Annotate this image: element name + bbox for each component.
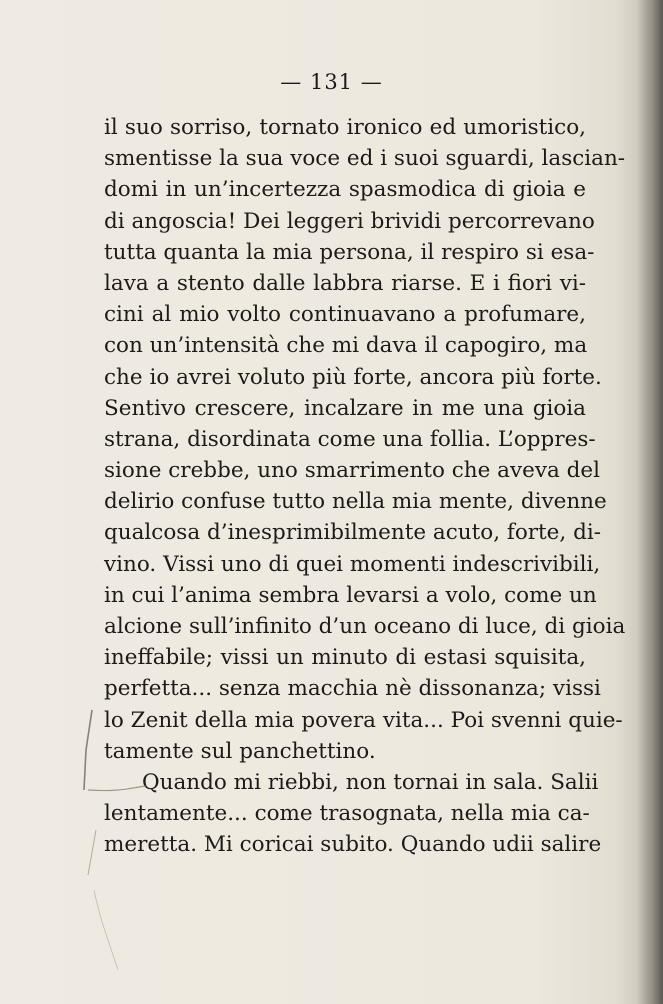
text-line: lentamente... come trasognata, nella mia ca- <box>104 801 590 827</box>
text-line: ineffabile; vissi un minuto di estasi squisita, <box>104 645 586 671</box>
text-line: tutta quanta la mia persona, il respiro si esa- <box>104 239 595 265</box>
pencil-margin-marks <box>60 690 180 990</box>
text-line: qualcosa d’inesprimibilmente acuto, forte, di- <box>104 520 601 546</box>
text-line: di angoscia! Dei leggeri brividi percorrevano <box>104 208 595 234</box>
text-line: strana, disordinata come una follia. L’oppres- <box>104 426 596 452</box>
text-line: vino. Vissi uno di quei momenti indescrivibili, <box>104 551 601 577</box>
text-line: con un’intensità che mi dava il capogiro, ma <box>104 333 588 359</box>
text-line: che io avrei voluto più forte, ancora più forte. <box>104 364 602 390</box>
text-line: delirio confuse tutto nella mia mente, divenne <box>104 489 607 515</box>
text-line: lava a stento dalle labbra riarse. E i fiori vi- <box>104 270 586 296</box>
text-line: alcione sull’infinito d’un oceano di luce, di gioia <box>104 614 626 639</box>
text-line: domi in un’incertezza spasmodica di gioia e <box>104 177 586 203</box>
paragraph-start-line: Quando mi riebbi, non tornai in sala. Salii <box>142 769 599 795</box>
text-line: il suo sorriso, tornato ironico ed umoristico, <box>104 115 586 140</box>
page-spine-shadow <box>637 0 663 1004</box>
text-line: cini al mio volto continuavano a profumare, <box>104 302 586 328</box>
text-line: lo Zenit della mia povera vita... Poi svenni quie- <box>104 707 623 733</box>
text-line: sione crebbe, uno smarrimento che aveva del <box>104 458 601 484</box>
page-number: — 131 — <box>280 70 383 94</box>
text-line: perfetta... senza macchia nè dissonanza; vissi <box>104 676 601 702</box>
text-line: meretta. Mi coricai subito. Quando udii salire <box>104 832 602 858</box>
text-line: smentisse la sua voce ed i suoi sguardi, lascian- <box>104 146 626 172</box>
text-line: in cui l’anima sembra levarsi a volo, come un <box>104 582 597 608</box>
paragraph-end-line: tamente sul panchettino. <box>104 738 376 764</box>
text-line: Sentivo crescere, incalzare in me una gioia <box>104 395 586 421</box>
